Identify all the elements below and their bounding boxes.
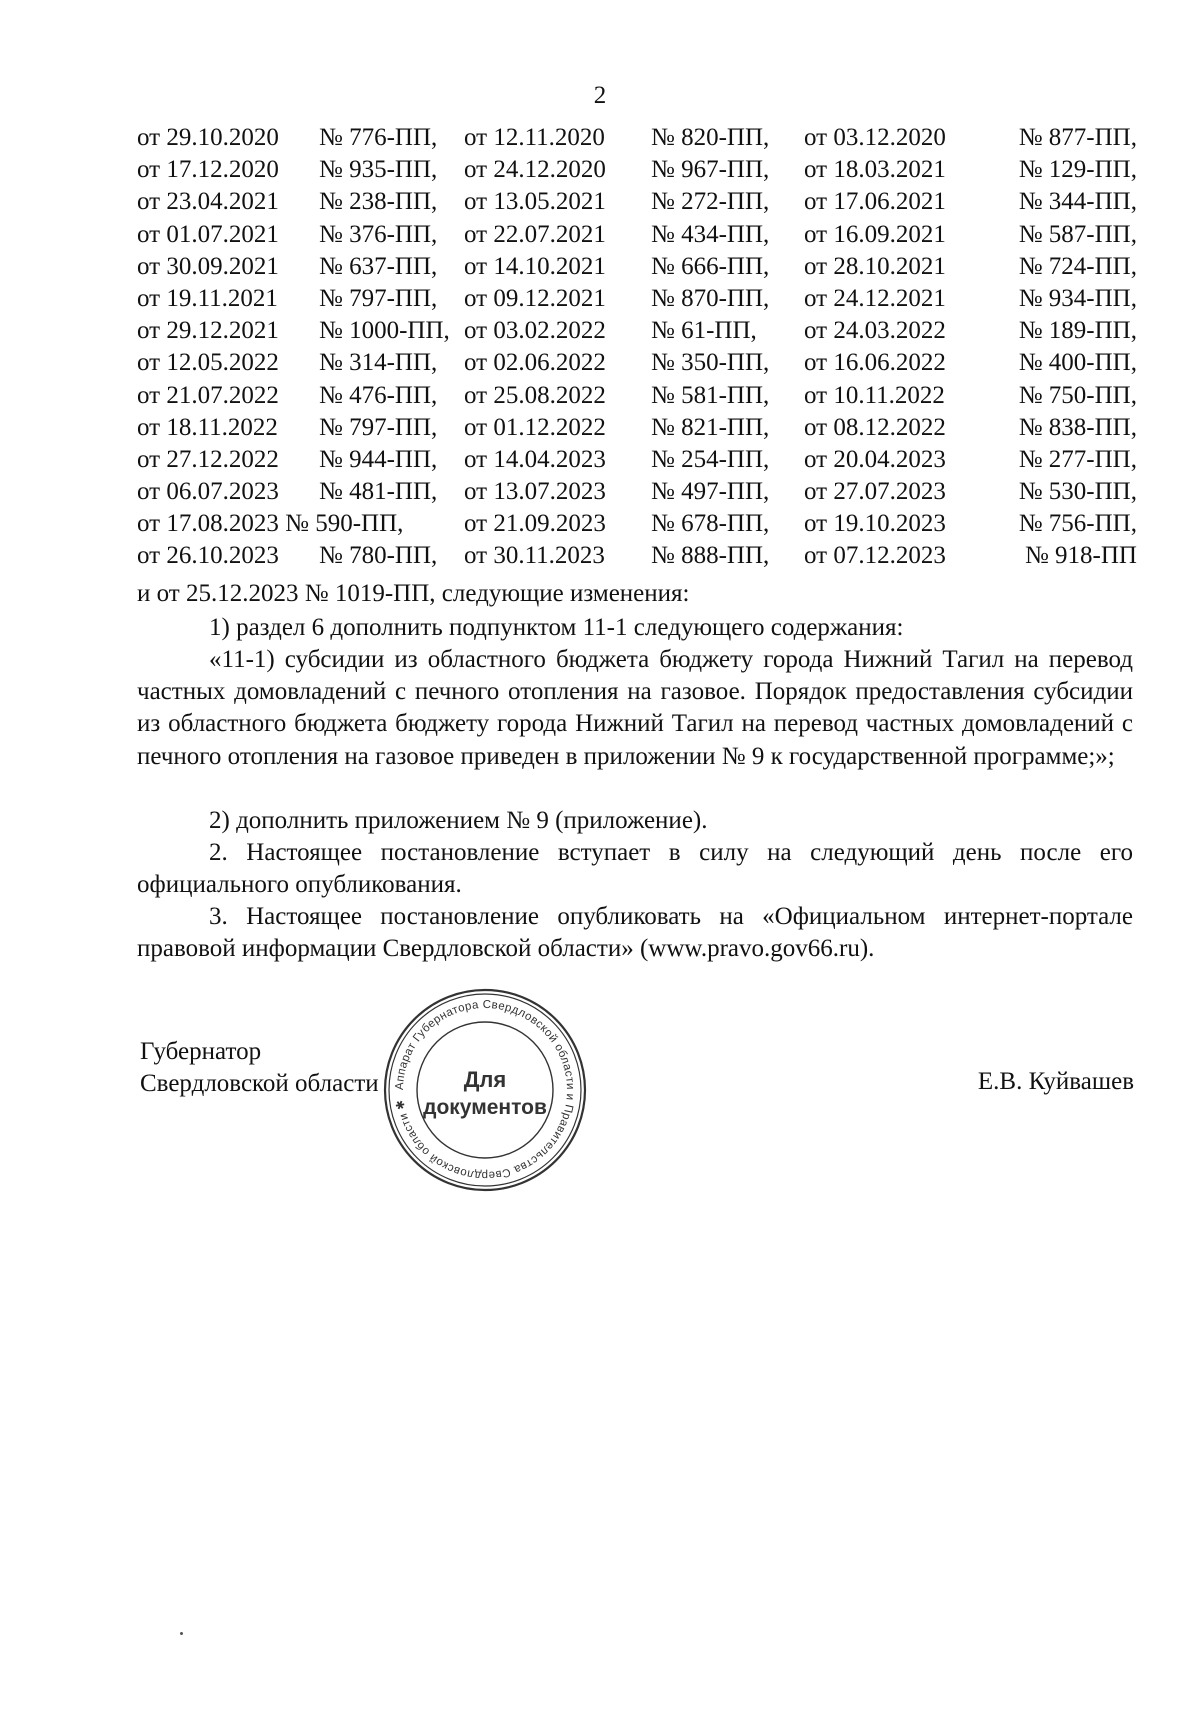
reference-date: от 07.12.2023 [804, 542, 946, 570]
reference-number: № 344-ПП, [1018, 188, 1137, 216]
reference-number: № 497-ПП, [651, 478, 770, 506]
reference-date: от 17.06.2021 [804, 188, 946, 216]
reference-date: от 03.12.2020 [804, 124, 946, 151]
reference-list [137, 124, 1137, 575]
reference-date: от 21.07.2022 [137, 381, 279, 409]
reference-number: № 481-ПП, [319, 478, 438, 506]
reference-number: № 1000-ПП, [319, 317, 450, 345]
signatory-position-line1: Губернатор [140, 1038, 262, 1065]
signatory-position [140, 1036, 379, 1100]
reference-number: № 530-ПП, [1018, 478, 1137, 506]
reference-number: № 434-ПП, [651, 220, 770, 248]
reference-row [137, 188, 1137, 220]
reference-date: от 18.11.2022 [137, 413, 278, 441]
reference-date: от 02.06.2022 [464, 349, 606, 377]
reference-date: от 19.10.2023 [804, 510, 946, 538]
reference-number: № 254-ПП, [651, 445, 770, 473]
reference-number: № 350-ПП, [651, 349, 770, 377]
reference-number: № 587-ПП, [1018, 220, 1137, 248]
scan-speck [180, 1632, 183, 1635]
reference-date: от 01.12.2022 [464, 413, 606, 441]
reference-number: № 400-ПП, [1018, 349, 1137, 377]
reference-number: № 61-ПП, [651, 317, 757, 345]
reference-date: от 13.07.2023 [464, 478, 606, 506]
reference-date: от 25.08.2022 [464, 381, 606, 409]
reference-date: от 18.03.2021 [804, 156, 946, 184]
reference-number: № 797-ПП, [319, 413, 438, 441]
point-3: 3. Настоящее постановление опубликовать на «Официальном интернет-портале правовой информации Свердловской области» (www.pravo.gov66.ru). [137, 903, 1133, 963]
reference-number: № 820-ПП, [651, 124, 770, 151]
reference-number: № 821-ПП, [651, 413, 770, 441]
reference-row [137, 253, 1137, 285]
reference-number: № 838-ПП, [1018, 413, 1137, 441]
reference-date: от 30.09.2021 [137, 252, 279, 280]
signatory-position-line2: Свердловской области [140, 1070, 379, 1097]
reference-number: № 724-ПП, [1018, 252, 1137, 280]
reference-number: № 277-ПП, [1018, 445, 1137, 473]
reference-number: № 376-ПП, [319, 220, 438, 248]
reference-number: № 272-ПП, [651, 188, 770, 216]
reference-date: от 29.10.2020 [137, 124, 279, 151]
reference-date: от 12.05.2022 [137, 349, 279, 377]
reference-number: № 934-ПП, [1018, 284, 1137, 312]
reference-number: № 935-ПП, [319, 156, 438, 184]
reference-date: от 17.08.2023 № 590-ПП, [137, 510, 404, 538]
reference-date: от 24.03.2022 [804, 317, 946, 345]
reference-number: № 776-ПП, [319, 124, 438, 151]
item-2: 2) дополнить приложением № 9 (приложение). [209, 807, 708, 834]
reference-number: № 870-ПП, [651, 284, 770, 312]
reference-row [137, 414, 1137, 446]
stamp-ring-text: Аппарат Губернатора Свердловской области и Правительства Свердловской области ✱ [393, 998, 577, 1182]
reference-number: № 944-ПП, [319, 445, 438, 473]
reference-date: от 26.10.2023 [137, 542, 279, 570]
reference-date: от 16.06.2022 [804, 349, 946, 377]
reference-number: № 780-ПП, [319, 542, 438, 570]
reference-date: от 22.07.2021 [464, 220, 606, 248]
reference-row [137, 446, 1137, 478]
reference-number: № 314-ПП, [319, 349, 438, 377]
reference-date: от 24.12.2020 [464, 156, 606, 184]
reference-date: от 19.11.2021 [137, 284, 278, 312]
reference-row [137, 478, 1137, 510]
reference-date: от 13.05.2021 [464, 188, 606, 216]
stamp-center-line1: Для [463, 1067, 507, 1092]
reference-number: № 238-ПП, [319, 188, 438, 216]
reference-date: от 16.09.2021 [804, 220, 946, 248]
reference-row [137, 317, 1137, 349]
reference-number: № 476-ПП, [319, 381, 438, 409]
reference-row [137, 542, 1137, 574]
reference-number: № 129-ПП, [1018, 156, 1137, 184]
reference-number: № 967-ПП, [651, 156, 770, 184]
reference-date: от 14.04.2023 [464, 445, 606, 473]
reference-number: № 678-ПП, [651, 510, 770, 538]
reference-number: № 888-ПП, [651, 542, 770, 570]
reference-date: от 21.09.2023 [464, 510, 606, 538]
reference-number: № 666-ПП, [651, 252, 770, 280]
reference-date: от 10.11.2022 [804, 381, 945, 409]
reference-number: № 877-ПП, [1018, 124, 1137, 151]
stamp-center-line2: документов [423, 1096, 547, 1119]
reference-date: от 14.10.2021 [464, 252, 606, 280]
reference-number: № 581-ПП, [651, 381, 770, 409]
signatory-name: Е.В. Куйвашев [977, 1068, 1134, 1095]
reference-row [137, 124, 1137, 156]
reference-date: от 20.04.2023 [804, 445, 946, 473]
reference-date: от 28.10.2021 [804, 252, 946, 280]
reference-date: от 09.12.2021 [464, 284, 606, 312]
reference-date: от 27.12.2022 [137, 445, 279, 473]
reference-number: № 637-ПП, [319, 252, 438, 280]
reference-number: № 750-ПП, [1018, 381, 1137, 409]
official-stamp [382, 987, 588, 1193]
reference-date: от 30.11.2023 [464, 542, 605, 570]
reference-row [137, 382, 1137, 414]
reference-date: от 29.12.2021 [137, 317, 279, 345]
reference-row [137, 285, 1137, 317]
reference-date: от 06.07.2023 [137, 478, 279, 506]
reference-date: от 03.02.2022 [464, 317, 606, 345]
reference-date: от 01.07.2021 [137, 220, 279, 248]
reference-row [137, 349, 1137, 381]
point-2: 2. Настоящее постановление вступает в силу на следующий день после его официального опубликования. [137, 839, 1133, 899]
item-1: 1) раздел 6 дополнить подпунктом 11-1 следующего содержания: [209, 614, 904, 641]
reference-date: от 24.12.2021 [804, 284, 946, 312]
reference-number: № 797-ПП, [319, 284, 438, 312]
reference-date: от 23.04.2021 [137, 188, 279, 216]
reference-row [137, 156, 1137, 188]
reference-row [137, 221, 1137, 253]
reference-date: от 08.12.2022 [804, 413, 946, 441]
reference-number: № 756-ПП, [1018, 510, 1137, 538]
reference-row [137, 510, 1137, 542]
reference-number [319, 510, 464, 542]
reference-date: от 27.07.2023 [804, 478, 946, 506]
quoted-subitem: «11-1) субсидии из областного бюджета бюджету города Нижний Тагил на перевод частных домовладений с печного отопления на газовое. Порядок предоставления субсидии из областного бюджета бюджету города Нижний Тагил на перевод частных домовладений с печного отопления на газовое приведен в приложении № 9 к государственной программе;»; [137, 646, 1133, 770]
reference-date: от 17.12.2020 [137, 156, 279, 184]
reference-number: № 189-ПП, [1018, 317, 1137, 345]
references-tail-line: и от 25.12.2023 № 1019-ПП, следующие изменения: [137, 580, 690, 607]
page-number: 2 [593, 82, 607, 109]
reference-date: от 12.11.2020 [464, 124, 605, 151]
reference-number: № 918-ПП [1024, 542, 1137, 570]
